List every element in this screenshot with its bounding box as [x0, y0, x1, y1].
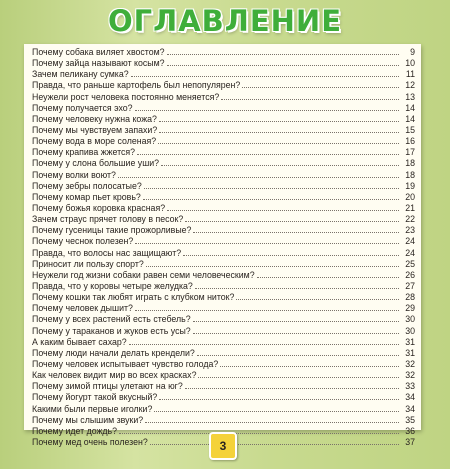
toc-entry-title: Почему зимой птицы улетают на юг? — [32, 381, 183, 392]
toc-dot-leader — [131, 69, 399, 77]
toc-entry-title: Почему получается эхо? — [32, 102, 133, 113]
toc-entry-title: Почему человек дышит? — [32, 303, 133, 314]
toc-entry[interactable] — [32, 203, 415, 214]
toc-entry[interactable] — [32, 103, 415, 114]
toc-entry[interactable] — [32, 114, 415, 125]
toc-entry-title: Почему зебры полосатые? — [32, 180, 142, 191]
toc-entry[interactable] — [32, 359, 415, 370]
toc-dot-leader — [159, 114, 399, 122]
toc-entry-page: 18 — [405, 158, 415, 169]
toc-dot-leader — [154, 404, 399, 412]
toc-entry[interactable] — [32, 292, 415, 303]
toc-entry-page: 30 — [405, 314, 415, 325]
toc-dot-leader — [193, 314, 399, 322]
toc-entry[interactable] — [32, 158, 415, 169]
toc-entry[interactable] — [32, 170, 415, 181]
toc-entry-title: Почему крапива жжется? — [32, 147, 136, 158]
toc-entry-page: 10 — [405, 58, 415, 69]
toc-entry-page: 16 — [405, 136, 415, 147]
toc-entry-title: Приносит ли пользу спорт? — [32, 258, 144, 269]
toc-dot-leader — [118, 170, 399, 178]
toc-entry[interactable] — [32, 270, 415, 281]
toc-entry[interactable] — [32, 214, 415, 225]
toc-dot-leader — [146, 259, 399, 267]
toc-entry-title: Почему зайца называют косым? — [32, 58, 165, 69]
toc-entry[interactable] — [32, 326, 415, 337]
toc-entry-page: 20 — [405, 191, 415, 202]
toc-entry-page: 11 — [405, 69, 415, 80]
toc-dot-leader — [220, 359, 399, 367]
toc-entry-title: Почему идет дождь? — [32, 425, 118, 436]
toc-entry-page: 36 — [405, 425, 415, 436]
toc-entry-page: 22 — [405, 214, 415, 225]
toc-entry-page: 19 — [405, 180, 415, 191]
toc-entry[interactable] — [32, 236, 415, 247]
toc-dot-leader — [236, 292, 399, 300]
toc-entry[interactable] — [32, 47, 415, 58]
toc-entry-title: Какими были первые иголки? — [32, 403, 153, 414]
toc-entry[interactable] — [32, 259, 415, 270]
toc-entry[interactable] — [32, 80, 415, 91]
toc-entry-title: Зачем страус прячет голову в песок? — [32, 214, 184, 225]
toc-entry-title: Почему люди начали делать крендели? — [32, 347, 195, 358]
toc-entry-page: 33 — [405, 381, 415, 392]
toc-entry-title: Почему у тараканов и жуков есть усы? — [32, 325, 191, 336]
toc-dot-leader — [143, 192, 399, 200]
toc-entry-page: 17 — [405, 147, 415, 158]
toc-entry-page: 29 — [405, 303, 415, 314]
toc-entry-title: Почему чеснок полезен? — [32, 236, 134, 247]
toc-dot-leader — [167, 203, 399, 211]
toc-entry-page: 13 — [405, 91, 415, 102]
page-title: ОГЛАВЛЕНИЕ — [107, 4, 342, 38]
toc-entry[interactable] — [32, 125, 415, 136]
toc-dot-leader — [185, 381, 399, 389]
toc-dot-leader — [135, 236, 399, 244]
toc-entry-title: А каким бывает сахар? — [32, 336, 127, 347]
toc-entry-title: Зачем пеликану сумка? — [32, 69, 129, 80]
toc-entry[interactable] — [32, 370, 415, 381]
toc-entry-title: Почему человек испытывает чувство голода? — [32, 358, 219, 369]
toc-entry[interactable] — [32, 348, 415, 359]
toc-entry-page: 30 — [405, 325, 415, 336]
toc-dot-leader — [167, 58, 399, 66]
toc-entry-page: 28 — [405, 292, 415, 303]
toc-entry-page: 24 — [405, 247, 415, 258]
toc-entry-page: 26 — [405, 269, 415, 280]
toc-entry-title: Почему гусеницы такие прожорливые? — [32, 225, 192, 236]
toc-entry-page: 31 — [405, 347, 415, 358]
toc-dot-leader — [135, 303, 399, 311]
toc-entry-title: Почему мы слышим звуки? — [32, 414, 144, 425]
toc-dot-leader — [193, 225, 399, 233]
toc-entry-page: 12 — [405, 80, 415, 91]
toc-dot-leader — [137, 147, 399, 155]
toc-entry-page: 31 — [405, 336, 415, 347]
toc-entry-page: 24 — [405, 236, 415, 247]
toc-entry-title: Почему человеку нужна кожа? — [32, 113, 157, 124]
toc-entry[interactable] — [32, 136, 415, 147]
toc-entry-page: 27 — [405, 280, 415, 291]
toc-entry-title: Почему комар пьет кровь? — [32, 191, 141, 202]
toc-dot-leader — [129, 337, 399, 345]
toc-entry[interactable] — [32, 192, 415, 203]
toc-entry-title: Почему вода в море соленая? — [32, 136, 157, 147]
toc-entry[interactable] — [32, 58, 415, 69]
toc-dot-leader — [221, 92, 399, 100]
toc-entry[interactable] — [32, 404, 415, 415]
toc-entry[interactable] — [32, 392, 415, 403]
toc-entry-page: 34 — [405, 403, 415, 414]
toc-entry-page: 25 — [405, 258, 415, 269]
toc-entry[interactable] — [32, 314, 415, 325]
toc-entry-page: 32 — [405, 358, 415, 369]
toc-entry-page: 14 — [405, 113, 415, 124]
toc-entry-page: 9 — [410, 47, 415, 57]
toc-dot-leader — [193, 326, 399, 334]
toc-dot-leader — [185, 214, 399, 222]
toc-entry[interactable] — [32, 248, 415, 259]
toc-entry-title: Неужели рост человека постоянно меняется? — [32, 91, 220, 102]
toc-entry-title: Почему кошки так любят играть с клубком ниток? — [32, 292, 235, 303]
toc-entry[interactable] — [32, 303, 415, 314]
toc-entry[interactable] — [32, 69, 415, 80]
toc-dot-leader — [167, 47, 399, 55]
toc-dot-leader — [159, 125, 399, 133]
toc-entry-title: Почему божья коровка красная? — [32, 202, 166, 213]
toc-dot-leader — [257, 270, 399, 278]
toc-entry-title: Как человек видит мир во всех красках? — [32, 370, 197, 381]
toc-entry-page: 15 — [405, 124, 415, 135]
table-of-contents — [32, 47, 415, 448]
toc-entry[interactable] — [32, 381, 415, 392]
toc-entry[interactable] — [32, 92, 415, 103]
toc-entry-title: Почему у всех растений есть стебель? — [32, 314, 191, 325]
toc-entry[interactable] — [32, 181, 415, 192]
toc-dot-leader — [135, 103, 399, 111]
toc-dot-leader — [158, 136, 399, 144]
toc-dot-leader — [144, 181, 399, 189]
toc-entry-page: 35 — [405, 414, 415, 425]
toc-entry-title: Почему собака виляет хвостом? — [32, 47, 165, 57]
toc-entry-title: Почему йогурт такой вкусный? — [32, 392, 158, 403]
toc-dot-leader — [242, 80, 399, 88]
toc-entry-page: 21 — [405, 202, 415, 213]
toc-dot-leader — [197, 348, 399, 356]
toc-dot-leader — [198, 370, 399, 378]
toc-dot-leader — [159, 392, 399, 400]
toc-entry-title: Почему мы чувствуем запахи? — [32, 124, 158, 135]
toc-dot-leader — [183, 248, 399, 256]
toc-entry-page: 14 — [405, 102, 415, 113]
toc-entry[interactable] — [32, 281, 415, 292]
toc-dot-leader — [150, 437, 399, 445]
toc-entry-page: 23 — [405, 225, 415, 236]
toc-entry[interactable] — [32, 147, 415, 158]
toc-entry-page: 37 — [405, 436, 415, 447]
toc-dot-leader — [161, 158, 399, 166]
toc-dot-leader — [119, 426, 399, 434]
toc-entry-title: Почему волки воют? — [32, 169, 116, 180]
toc-entry-page: 18 — [405, 169, 415, 180]
toc-entry[interactable] — [32, 337, 415, 348]
toc-entry-page: 34 — [405, 392, 415, 403]
toc-entry-title: Неужели год жизни собаки равен семи человеческим? — [32, 269, 255, 280]
toc-entry-title: Правда, что у коровы четыре желудка? — [32, 280, 193, 291]
toc-entry-title: Почему мед очень полезен? — [32, 436, 148, 447]
toc-entry[interactable] — [32, 225, 415, 236]
toc-dot-leader — [145, 415, 399, 423]
toc-entry-title: Почему у слона большие уши? — [32, 158, 160, 169]
toc-entry-page: 32 — [405, 370, 415, 381]
page-number-badge: 3 — [209, 432, 237, 460]
toc-entry[interactable] — [32, 415, 415, 426]
toc-entry-title: Правда, что волосы нас защищают? — [32, 247, 182, 258]
toc-entry-title: Правда, что раньше картофель был непопулярен? — [32, 80, 241, 91]
toc-dot-leader — [195, 281, 399, 289]
